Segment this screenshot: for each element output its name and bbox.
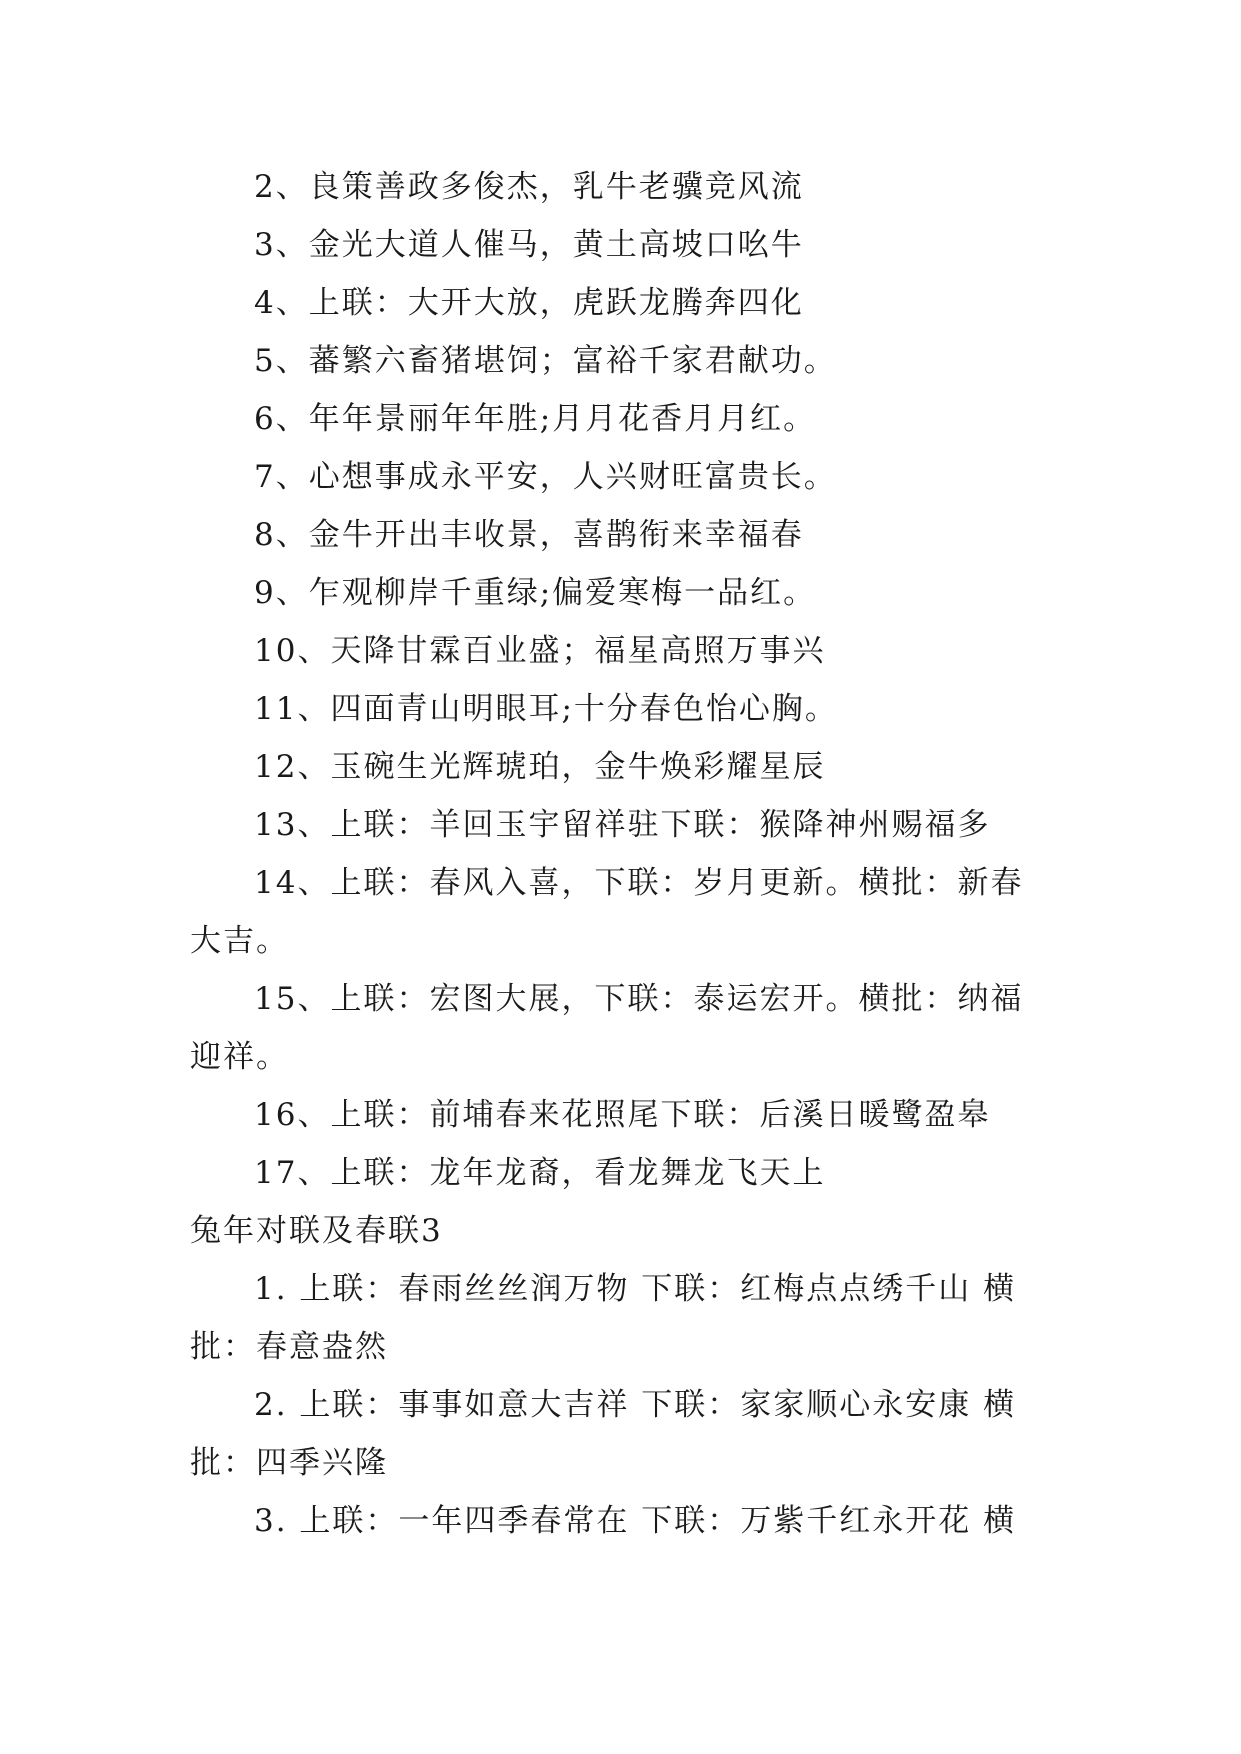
couplet-line-8: 8、金牛开出丰收景，喜鹊衔来幸福春 — [254, 517, 804, 553]
couplet-line-16: 16、上联：前埔春来花照尾下联：后溪日暖鹭盈皋 — [254, 1097, 991, 1133]
couplet-line-10: 10、天降甘霖百业盛；福星高照万事兴 — [254, 633, 826, 669]
couplet-line-9: 9、乍观柳岸千重绿;偏爱寒梅一品红。 — [254, 575, 817, 611]
couplet-line-4: 4、上联：大开大放，虎跃龙腾奔四化 — [254, 285, 804, 321]
couplet-line-5: 5、蕃繁六畜猪堪饲；富裕千家君献功。 — [254, 343, 837, 379]
section-heading: 兔年对联及春联3 — [190, 1213, 443, 1249]
couplet-item-2: 2. 上联：事事如意大吉祥 下联：家家顺心永安康 横批：四季兴隆 — [190, 1387, 1017, 1481]
couplet-line-14: 14、上联：春风入喜，下联：岁月更新。横批：新春大吉。 — [190, 865, 1024, 959]
couplet-line-7: 7、心想事成永平安，人兴财旺富贵长。 — [254, 459, 837, 495]
couplet-line-6: 6、年年景丽年年胜;月月花香月月红。 — [254, 401, 817, 437]
couplet-line-3: 3、金光大道人催马，黄土高坡口吆牛 — [254, 227, 804, 263]
couplet-line-17: 17、上联：龙年龙裔，看龙舞龙飞天上 — [254, 1155, 826, 1191]
couplet-line-15: 15、上联：宏图大展，下联：泰运宏开。横批：纳福迎祥。 — [190, 981, 1024, 1075]
couplet-line-2: 2、良策善政多俊杰，乳牛老骥竞风流 — [254, 169, 804, 205]
document-body — [190, 158, 1048, 1550]
couplet-item-3: 3. 上联：一年四季春常在 下联：万紫千红永开花 横 — [254, 1503, 1017, 1539]
couplet-line-12: 12、玉碗生光辉琥珀，金牛焕彩耀星辰 — [254, 749, 826, 785]
couplet-line-11: 11、四面青山明眼耳;十分春色怡心胸。 — [254, 691, 838, 727]
couplet-item-1: 1. 上联：春雨丝丝润万物 下联：红梅点点绣千山 横批：春意盎然 — [190, 1271, 1017, 1365]
couplet-line-13: 13、上联：羊回玉宇留祥驻下联：猴降神州赐福多 — [254, 807, 991, 843]
